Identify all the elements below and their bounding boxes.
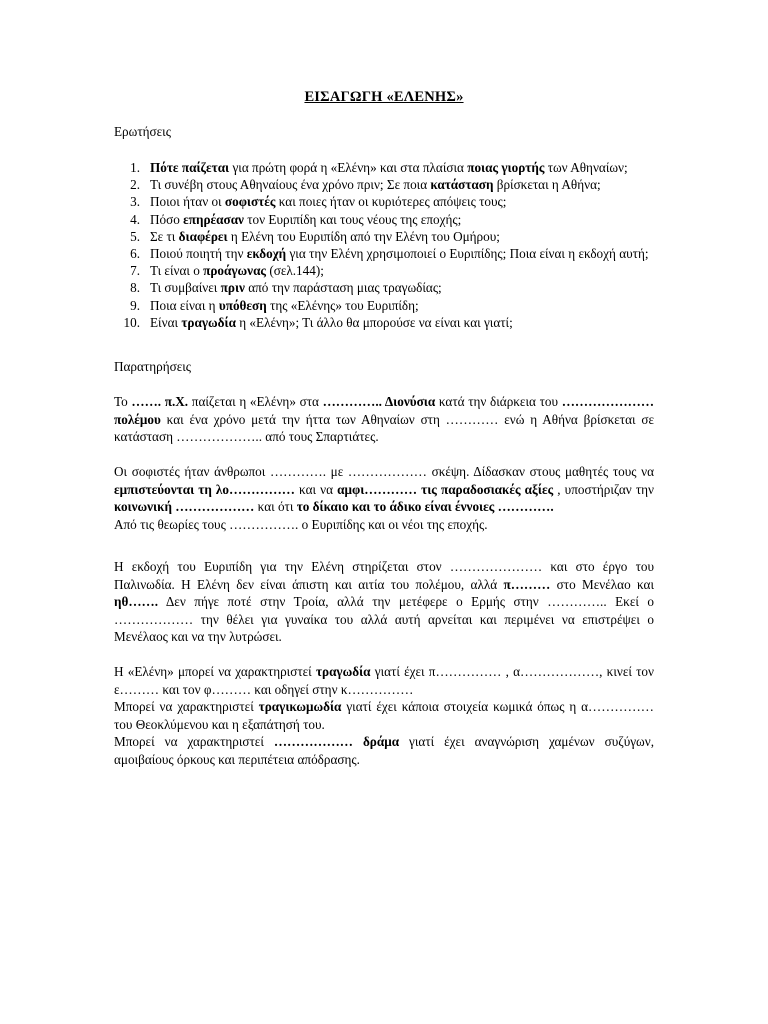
paragraph-euripides-version [114, 558, 654, 646]
paragraph-genre [114, 663, 654, 768]
text-run: γιατί έχει π…………… , α………………, κινεί τον ε……… και τον φ……… και οδηγεί στην κ…………… [114, 664, 654, 697]
text-run: Μπορεί να χαρακτηριστεί [114, 699, 259, 714]
bold-keyword: σοφιστές [224, 194, 276, 210]
text-run: Η εκδοχή του Ευριπίδη για την Ελένη στηρίζεται στον ………………… και στο έργο του Παλινωδία. Η Ελένη δεν είναι άπιστη και αιτία του πολέμου, αλλά [114, 559, 654, 592]
bold-keyword: εκδοχή [246, 246, 287, 262]
question-text [150, 297, 734, 314]
text-run: Τι συνέβη στους Αθηναίους ένα χρόνο πριν; Σε ποια [150, 177, 431, 193]
question-number: 7. [130, 263, 140, 279]
question-item [114, 279, 734, 296]
question-text [150, 279, 734, 296]
question-number: 3. [130, 194, 140, 210]
bold-keyword: τραγωδία [315, 664, 371, 679]
text-run: βρίσκεται η Αθήνα; [493, 177, 601, 193]
text-run: Ποιού ποιητή την [150, 246, 247, 262]
text-run: τον Ευριπίδη και τους νέους της εποχής; [243, 211, 462, 227]
text-run: Ποιοι ήταν οι [150, 194, 225, 210]
text-run: από την παράσταση μιας τραγωδίας; [244, 280, 442, 296]
text-run: των Αθηναίων; [544, 160, 628, 175]
text-run: (σελ.144); [266, 263, 324, 279]
questions-list [114, 159, 734, 331]
text-run: η «Ελένη»; Τι άλλο θα μπορούσε να είναι και γιατί; [235, 314, 513, 330]
questions-heading: Ερωτήσεις [114, 124, 171, 139]
bold-keyword: ηθ……. [114, 594, 159, 609]
question-text [150, 176, 734, 193]
text-run: Οι σοφιστές ήταν άνθρωποι …………. με ……………… σκέψη. Δίδασκαν στους μαθητές τους να [114, 464, 654, 479]
question-item [114, 245, 734, 262]
bold-keyword: ποιας γιορτής [467, 160, 545, 175]
question-number: 6. [130, 246, 140, 262]
question-number: 1. [130, 160, 140, 175]
question-number: 9. [130, 297, 140, 313]
bold-keyword: τις παραδοσιακές αξίες [421, 481, 554, 497]
text-run: Ποια είναι η [150, 297, 219, 313]
bold-keyword: Πότε παίζεται [150, 160, 230, 175]
bold-keyword: ………….. Διονύσια [322, 394, 436, 409]
paragraph-sophists [114, 463, 654, 533]
question-item [114, 176, 734, 193]
question-number: 8. [130, 280, 140, 296]
question-item [114, 193, 734, 210]
text-run: και να [294, 481, 338, 497]
text-run: για πρώτη φορά η «Ελένη» και στα πλαίσια [229, 160, 468, 175]
question-number: 2. [130, 177, 140, 193]
text-run: Τι είναι ο [150, 263, 204, 279]
bold-keyword: κατάσταση [430, 177, 494, 193]
question-item [114, 211, 734, 228]
question-text [150, 228, 734, 245]
question-text [150, 159, 734, 176]
text-run: Η «Ελένη» μπορεί να χαρακτηριστεί [114, 664, 316, 679]
text-run: γιατί έχει κάποια στοιχεία κωμικά όπως η α…………… του Θεοκλύμενου και η εξαπάτησή του. [114, 699, 654, 732]
bold-keyword: κοινωνική ……………… [114, 499, 255, 514]
text-run: της «Ελένης» του Ευριπίδη; [266, 297, 419, 313]
text-run: η Ελένη του Ευριπίδη από την Ελένη του Ομήρου; [227, 228, 500, 244]
question-number: 10. [123, 314, 140, 330]
text-run: για την Ελένη χρησιμοποιεί ο Ευριπίδης; Ποια είναι η εκδοχή αυτή; [286, 246, 649, 262]
question-text [150, 211, 734, 228]
bold-keyword: ………………… πολέμου [114, 394, 654, 427]
bold-keyword: επηρέασαν [183, 211, 244, 227]
question-item [114, 159, 734, 176]
paragraph-date-context [114, 393, 654, 446]
bold-keyword: π……… [503, 576, 551, 592]
question-number: 4. [130, 211, 140, 227]
bold-keyword: πριν [220, 280, 245, 296]
text-run: Τι συμβαίνει [150, 280, 221, 296]
question-text [150, 314, 734, 331]
bold-keyword: διαφέρει [178, 228, 228, 244]
text-run: Είναι [150, 314, 182, 330]
text-run: κατά την διάρκεια του [435, 394, 562, 409]
text-run: και ότι [254, 499, 297, 514]
question-item [114, 297, 734, 314]
text-run: , υποστήριζαν την [553, 481, 655, 497]
bold-keyword: αμφι………… [337, 481, 418, 497]
question-item [114, 228, 734, 245]
bold-keyword: υπόθεση [218, 297, 267, 313]
text-run: και ποιες ήταν οι κυριότερες απόψεις τους; [275, 194, 507, 210]
text-run: Το [114, 394, 132, 409]
bold-keyword: προάγωνας [203, 263, 267, 279]
text-run: Πόσο [150, 211, 184, 227]
bold-keyword: ……. π.Χ. [131, 394, 189, 409]
question-number: 5. [130, 228, 140, 244]
bold-keyword: εμπιστεύονται τη λο…………… [114, 481, 295, 497]
text-run: Μπορεί να χαρακτηριστεί [114, 734, 274, 749]
question-item [114, 314, 734, 331]
question-item [114, 262, 734, 279]
bold-keyword: το δίκαιο και το άδικο είναι έννοιες …………. [296, 499, 554, 514]
text-run: Σε τι [150, 228, 179, 244]
question-text [150, 245, 734, 262]
text-run: Από τις θεωρίες τους ……………. ο Ευριπίδης και οι νέοι της εποχής. [114, 516, 488, 532]
notes-heading: Παρατηρήσεις [114, 359, 192, 374]
text-run: και ένα χρόνο μετά την ήττα των Αθηναίων στη ………… ενώ η Αθήνα βρίσκεται σε κατάσταση ……………….. από τους Σπαρτιάτες. [114, 411, 654, 444]
document-title: ΕΙΣΑΓΩΓΗ «ΕΛΕΝΗΣ» [304, 89, 464, 105]
bold-keyword: τραγωδία [181, 314, 236, 330]
bold-keyword: ……………… δράμα [273, 734, 400, 749]
text-run: παίζεται η «Ελένη» στα [188, 394, 323, 409]
text-run: γιατί έχει αναγνώριση χαμένων συζύγων, αμοιβαίους όρκους και περιπέτεια απόδρασης. [114, 734, 654, 767]
text-run: στο Μενέλαο και [550, 576, 654, 592]
question-text [150, 262, 734, 279]
bold-keyword: τραγικωμωδία [258, 699, 342, 714]
text-run: Δεν πήγε ποτέ στην Τροία, αλλά την μετέφερε ο Ερμής στην ………….. Εκεί ο ……………… την θέλει για γυναίκα του αλλά αυτή αρνείται και περιμένει να επιστρέψει ο Μενέλαος και να την λυτρώσει. [114, 594, 654, 644]
question-text [150, 193, 734, 210]
